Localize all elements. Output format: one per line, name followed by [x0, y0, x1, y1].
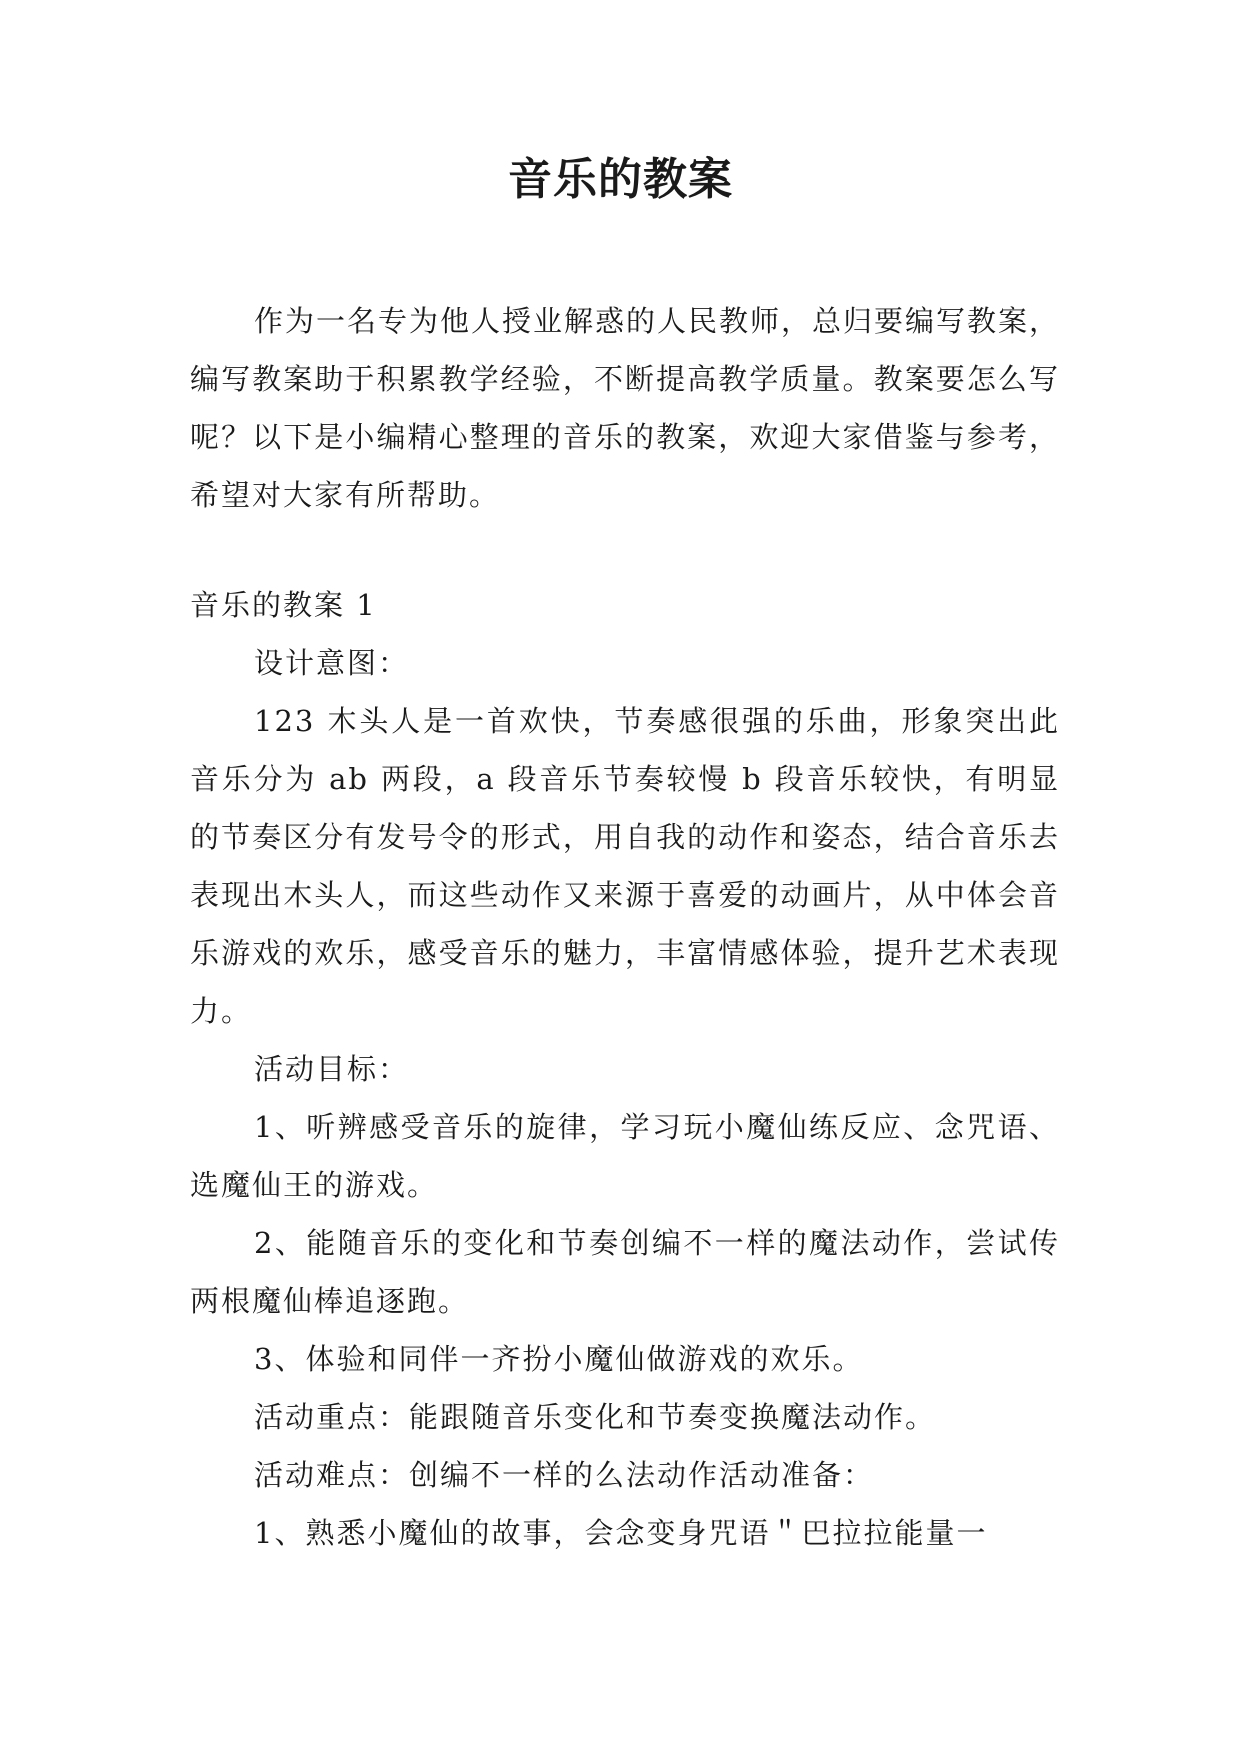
paragraph-key-point: 活动重点：能跟随音乐变化和节奏变换魔法动作。 [254, 1400, 937, 1434]
paragraph-objective-3: 3、体验和同伴一齐扮小魔仙做游戏的欢乐。 [254, 1342, 864, 1376]
paragraph-design-intent-label: 设计意图： [254, 646, 410, 680]
lesson-plan-section [190, 576, 1060, 1562]
intro-paragraph: 作为一名专为他人授业解惑的人民教师，总归要编写教案，编写教案助于积累教学经验，不断提高教学质量。教案要怎么写呢？以下是小编精心整理的音乐的教案，欢迎大家借鉴与参考，希望对大家有所帮助。 [190, 304, 1061, 512]
paragraph-objectives-label: 活动目标： [254, 1052, 410, 1086]
paragraph-objective-1: 1、听辨感受音乐的旋律，学习玩小魔仙练反应、念咒语、选魔仙王的游戏。 [190, 1110, 1060, 1202]
paragraph-preparation-1: 1、熟悉小魔仙的故事，会念变身咒语＂巴拉拉能量一 [254, 1516, 988, 1550]
paragraph-objective-2: 2、能随音乐的变化和节奏创编不一样的魔法动作，尝试传两根魔仙棒追逐跑。 [190, 1226, 1060, 1318]
section-heading: 音乐的教案 1 [190, 588, 377, 622]
paragraph-difficulty: 活动难点：创编不一样的么法动作活动准备： [254, 1458, 875, 1492]
paragraph-design-intent: 123 木头人是一首欢快，节奏感很强的乐曲，形象突出此音乐分为 ab 两段，a 段音乐节奏较慢 b 段音乐较快，有明显的节奏区分有发号令的形式，用自我的动作和姿态，结合音乐去表现出木头人，而这些动作又来源于喜爱的动画片，从中体会音乐游戏的欢乐，感受音乐的魅力，丰富情感体验，提升艺术表现力。 [190, 704, 1060, 1028]
document-title: 音乐的教案 [508, 154, 733, 205]
